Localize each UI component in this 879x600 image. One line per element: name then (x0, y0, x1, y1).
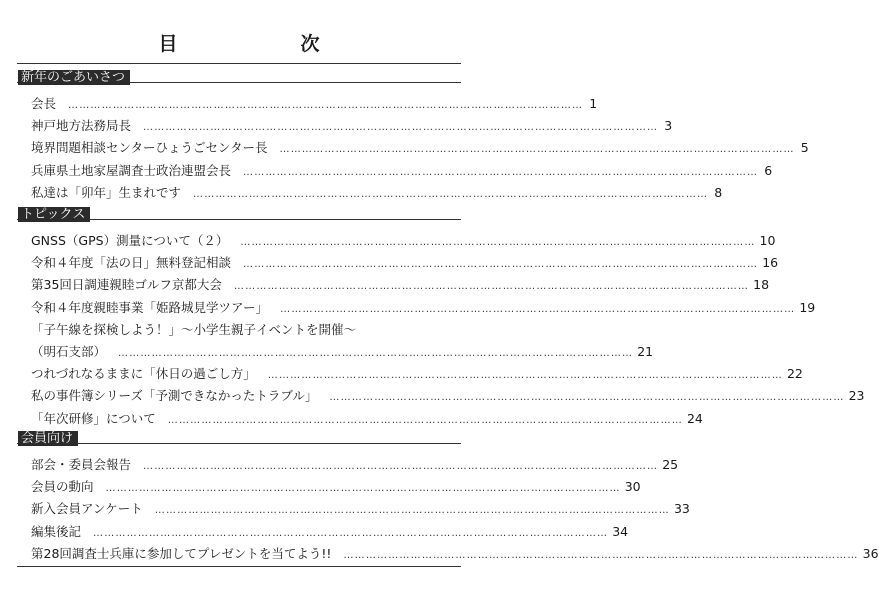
toc-entry[interactable] (17, 160, 773, 182)
entry-page: 30 (624, 479, 641, 495)
section-rule (17, 443, 461, 444)
entry-title: 私の事件簿シリーズ「予測できなかったトラブル」 (31, 388, 318, 404)
dot-leader: ………………………………………………………………………………………………………………………… (267, 370, 783, 382)
dot-leader: ………………………………………………………………………………………………………………………… (93, 527, 609, 539)
entry-title: GNSS（GPS）測量について（２） (31, 233, 229, 248)
entry-page: 24 (686, 410, 703, 426)
entry-title: （明石支部） (31, 343, 107, 359)
dot-leader: ………………………………………………………………………………………………………………………… (118, 347, 634, 359)
dot-leader: ………………………………………………………………………………………………………………………… (329, 392, 845, 404)
toc-entry[interactable] (17, 341, 654, 363)
dot-leader: ………………………………………………………………………………………………………………………… (105, 483, 621, 495)
entry-page: 33 (673, 501, 690, 517)
entry-page: 6 (764, 162, 773, 178)
dot-leader: ………………………………………………………………………………………………………………………… (143, 122, 659, 134)
toc-entry[interactable] (17, 363, 803, 385)
entry-page: 21 (637, 343, 654, 359)
section-heading: 新年のごあいさつ (18, 70, 130, 85)
entry-page: 3 (664, 118, 673, 134)
dot-leader: ………………………………………………………………………………………………………………………… (343, 549, 859, 561)
section-topics (17, 207, 865, 430)
toc-entry[interactable] (17, 543, 879, 565)
entry-page: 1 (589, 96, 598, 111)
section-members (17, 431, 879, 565)
dot-leader: ………………………………………………………………………………………………………………………… (233, 281, 750, 293)
toc-entry[interactable] (17, 137, 809, 159)
dot-leader: ………………………………………………………………………………………………………………………… (68, 100, 584, 111)
entry-title: 令和４年度親睦事業「姫路城見学ツアー」 (31, 299, 269, 315)
entry-page: 16 (762, 255, 779, 271)
dot-leader: ………………………………………………………………………………………………………………………… (279, 144, 795, 156)
dot-leader: ………………………………………………………………………………………………………………………… (193, 188, 709, 200)
toc-entry[interactable] (17, 115, 673, 137)
entry-title: 境界問題相談センターひょうごセンター長 (31, 140, 268, 156)
entry-page: 23 (848, 388, 865, 404)
toc-entry[interactable] (17, 252, 779, 274)
entry-title: 新入会員アンケート (31, 501, 143, 517)
section-greetings (17, 70, 809, 204)
section-heading: 会員向け (18, 431, 78, 446)
toc-entry[interactable] (17, 454, 679, 476)
toc-entry[interactable] (17, 476, 641, 498)
entry-title: 会員の動向 (31, 479, 94, 495)
entry-page: 22 (786, 366, 803, 382)
entry-title: 「年次研修」について (31, 410, 156, 426)
entry-page: 18 (753, 277, 770, 293)
dot-leader: ………………………………………………………………………………………………………………………… (243, 166, 759, 178)
toc-entry[interactable] (17, 297, 816, 319)
entry-title: 会長 (31, 96, 57, 111)
dot-leader: ………………………………………………………………………………………………………………………… (143, 461, 659, 472)
entry-title: 私達は「卯年」生まれです (31, 184, 182, 200)
entry-title: 「子午線を探検しよう！」～小学生親子イベントを開催～ (31, 321, 357, 337)
toc-entry-list (17, 454, 879, 565)
entry-title: 編集後記 (31, 523, 82, 539)
entry-page: 5 (800, 140, 809, 156)
toc-entry-list (17, 230, 865, 430)
toc-entry[interactable] (17, 498, 690, 520)
entry-page: 25 (662, 457, 679, 472)
toc-entry[interactable] (17, 408, 703, 430)
footer-rule (17, 566, 461, 567)
toc-entry[interactable] (17, 385, 865, 407)
toc-entry[interactable] (17, 93, 598, 115)
dot-leader: ………………………………………………………………………………………………………………………… (243, 259, 759, 271)
section-header (17, 207, 461, 222)
entry-title: 兵庫県土地家屋調査士政治連盟会長 (31, 162, 232, 178)
entry-title: 部会・委員会報告 (31, 457, 132, 472)
entry-title: つれづれなるままに「休日の過ごし方」 (31, 366, 256, 382)
entry-title: 令和４年度「法の日」無料登記相談 (31, 255, 232, 271)
title-rule (17, 63, 461, 64)
toc-entry[interactable] (17, 319, 461, 341)
section-header (17, 431, 461, 446)
entry-page: 19 (799, 299, 816, 315)
entry-page: 10 (759, 233, 776, 248)
section-header (17, 70, 461, 85)
entry-title: 第28回調査士兵庫に参加してプレゼントを当てよう!! (31, 545, 332, 561)
toc-entry[interactable] (17, 182, 723, 204)
entry-title: 神戸地方法務局長 (31, 118, 132, 134)
dot-leader: ………………………………………………………………………………………………………………………… (154, 505, 670, 517)
dot-leader: ………………………………………………………………………………………………………………………… (240, 237, 756, 248)
entry-page: 8 (714, 184, 723, 200)
dot-leader: ………………………………………………………………………………………………………………………… (280, 303, 796, 315)
entry-title: 第35回日調連親睦ゴルフ京都大会 (31, 277, 222, 293)
page-title: 目 次 (158, 33, 372, 55)
dot-leader: ………………………………………………………………………………………………………………………… (167, 414, 683, 426)
toc-entry[interactable] (17, 274, 770, 296)
entry-page: 36 (862, 545, 879, 561)
toc-entry[interactable] (17, 230, 776, 252)
toc-entry[interactable] (17, 521, 629, 543)
entry-page: 34 (612, 523, 629, 539)
section-heading: トピックス (18, 207, 90, 222)
toc-entry-list (17, 93, 809, 204)
